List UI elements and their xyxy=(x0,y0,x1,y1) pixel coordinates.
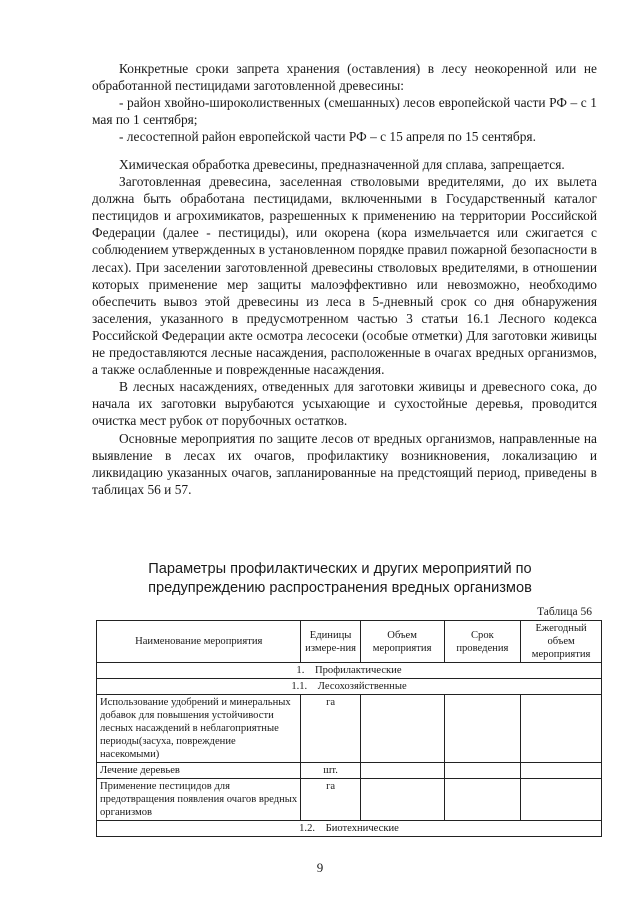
cell-unit: шт. xyxy=(301,763,360,779)
paragraph: Заготовленная древесина, заселенная стволовыми вредителями, до их вылета должна быть обработана пестицидами, включенными в Государственный каталог пестицидов и агрохимикатов, разрешенных к применению на территории Российской Федерации (далее - пестициды), или окорена (кора измельчается или сжигается с соблюдением утвержденных в установленном порядке правил пожарной безопасности в лесах). При заселении заготовленной древесины стволовых вредителями, в отношении которых применение мер защиты малоэффективно или невозможно, необходимо обеспечить вывоз этой древесины из леса в 5-дневный срок со дня обнаружения заселения, указанного в предусмотренном частью 3 статьи 16.1 Лесного кодекса Российской Федерации акте осмотра лесосеки (особые отметки) Для заготовки живицы не предоставляются лесные насаждения, расположенные в очагах вредных организмов, а также ослабленные и поврежденные насаждения. xyxy=(92,174,597,378)
paragraph: Конкретные сроки запрета хранения (оставления) в лесу неокоренной или не обработанной пестицидами заготовленной древесины: xyxy=(92,61,597,94)
table-label: Таблица 56 xyxy=(537,606,592,618)
params-table xyxy=(96,620,602,837)
cell-name: Применение пестицидов для предотвращения появления очагов вредных организмов xyxy=(97,779,301,821)
section-number: 1.2. xyxy=(299,823,316,834)
header-cell: Ежегодный объем мероприятия xyxy=(521,621,602,663)
section-number: 1.1. xyxy=(291,681,308,692)
table-row xyxy=(97,695,602,763)
cell-annual xyxy=(521,695,602,763)
table-row xyxy=(97,763,602,779)
section-name: Биотехнические xyxy=(325,823,399,834)
section-number: 1. xyxy=(296,665,305,676)
section-cell xyxy=(97,679,602,695)
table-row xyxy=(97,779,602,821)
cell-period xyxy=(444,695,521,763)
cell-period xyxy=(444,763,521,779)
page-number: 9 xyxy=(316,860,324,875)
header-cell: Наименование мероприятия xyxy=(97,621,301,663)
table-header-row xyxy=(97,621,602,663)
paragraph: - лесостепной район европейской части РФ – с 15 апреля по 15 сентября. xyxy=(119,129,536,145)
cell-unit: га xyxy=(301,779,360,821)
cell-period xyxy=(444,779,521,821)
section-cell xyxy=(97,821,602,837)
section-row xyxy=(97,821,602,837)
cell-annual xyxy=(521,779,602,821)
section-name: Лесохозяйственные xyxy=(317,681,407,692)
header-cell: Объем мероприятия xyxy=(360,621,444,663)
paragraph: Основные мероприятия по защите лесов от вредных организмов, направленные на выявление в лесах их очагов, профилактику возникновения, локализацию и ликвидацию указанных очагов, запланированные на предстоящий период, приведены в таблицах 56 и 57. xyxy=(92,430,597,497)
section-cell xyxy=(97,663,602,679)
cell-name: Лечение деревьев xyxy=(97,763,301,779)
cell-annual xyxy=(521,763,602,779)
header-cell: Срок проведения xyxy=(444,621,521,663)
text-block-1 xyxy=(92,60,597,145)
paragraph: Химическая обработка древесины, предназначенной для сплава, запрещается. xyxy=(119,157,565,172)
cell-volume xyxy=(360,779,444,821)
section-name: Профилактические xyxy=(314,665,402,676)
text-block-2 xyxy=(92,156,597,498)
section-row xyxy=(97,679,602,695)
header-cell: Единицы измере-ния xyxy=(301,621,360,663)
table-title: Параметры профилактических и других мероприятий по предупреждению распространения вредных организмов xyxy=(148,561,532,596)
paragraph: - район хвойно-широколиственных (смешанных) лесов европейской части РФ – с 1 мая по 1 сентября; xyxy=(92,95,597,128)
cell-volume xyxy=(360,763,444,779)
paragraph: В лесных насаждениях, отведенных для заготовки живицы и древесного сока, до начала их заготовки вырубаются усыхающие и сухостойные деревья, проводится очистка мест рубок от порубочных остатков. xyxy=(92,379,597,429)
cell-name: Использование удобрений и минеральных добавок для повышения устойчивости лесных насаждений в неблагоприятные периоды(засуха, повреждение насекомыми) xyxy=(97,695,301,763)
cell-volume xyxy=(360,695,444,763)
section-row xyxy=(97,663,602,679)
cell-unit: га xyxy=(301,695,360,763)
